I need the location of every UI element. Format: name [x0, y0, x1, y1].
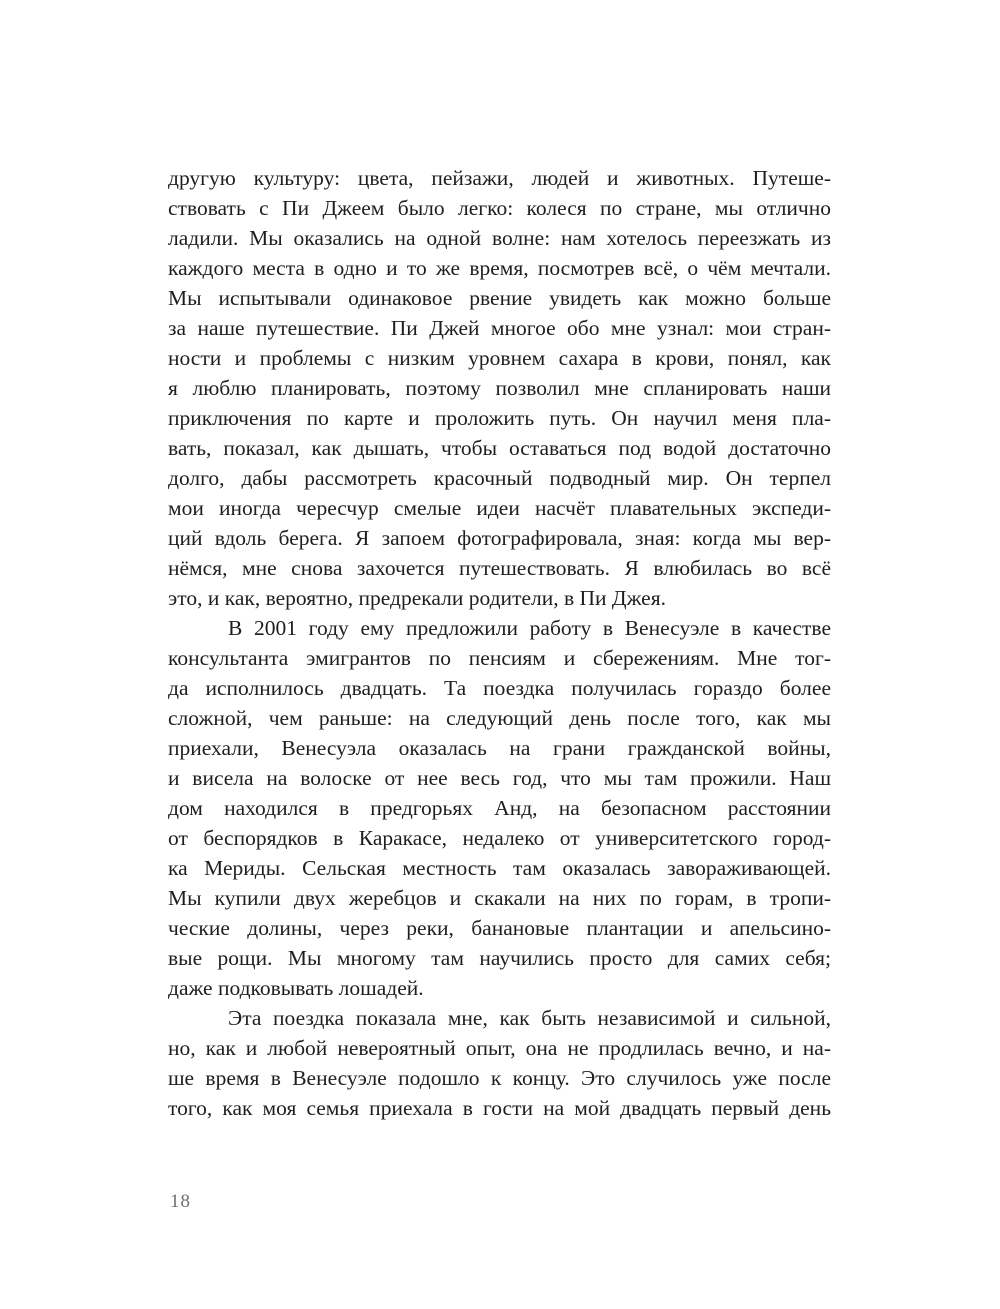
text-line: долго, дабы рассмотреть красочный подводный мир. Он терпел — [168, 466, 831, 490]
text-line: ций вдоль берега. Я запоем фотографировала, зная: когда мы вер- — [168, 526, 831, 550]
text-line: ствовать с Пи Джеем было легко: колеся по стране, мы отлично — [168, 196, 831, 220]
page-text-block — [168, 163, 831, 1123]
text-line: каждого места в одно и то же время, посмотрев всё, о чём мечтали. — [168, 256, 831, 280]
text-line: мои иногда чересчур смелые идеи насчёт плавательных экспеди- — [168, 496, 831, 520]
text-line: ка Мериды. Сельская местность там оказалась завораживающей. — [168, 856, 831, 880]
text-line: сложной, чем раньше: на следующий день после того, как мы — [168, 706, 831, 730]
text-line: Мы купили двух жеребцов и скакали на них по горам, в тропи- — [168, 886, 831, 910]
text-line: приключения по карте и проложить путь. Он научил меня пла- — [168, 406, 831, 430]
text-line: В 2001 году ему предложили работу в Венесуэле в качестве — [228, 616, 831, 640]
text-line: и висела на волоске от нее весь год, что мы там прожили. Наш — [168, 766, 831, 790]
text-line: да исполнилось двадцать. Та поездка получилась гораздо более — [168, 676, 831, 700]
text-line: это, и как, вероятно, предрекали родители, в Пи Джея. — [168, 586, 666, 610]
text-line: ладили. Мы оказались на одной волне: нам хотелось переезжать из — [168, 226, 831, 250]
text-line: нёмся, мне снова захочется путешествовать. Я влюбилась во всё — [168, 556, 831, 580]
text-line: даже подковывать лошадей. — [168, 976, 424, 1000]
text-line: Мы испытывали одинаковое рвение увидеть как можно больше — [168, 286, 831, 310]
text-line: от беспорядков в Каракасе, недалеко от университетского город- — [168, 826, 831, 850]
page-footer — [170, 1190, 191, 1214]
text-line: ческие долины, через реки, банановые плантации и апельсино- — [168, 916, 831, 940]
text-line: консультанта эмигрантов по пенсиям и сбережениям. Мне тог- — [168, 646, 831, 670]
text-line: дом находился в предгорьях Анд, на безопасном расстоянии — [168, 796, 831, 820]
text-line: приехали, Венесуэла оказалась на грани гражданской войны, — [168, 736, 831, 760]
text-line: за наше путешествие. Пи Джей многое обо мне узнал: мои стран- — [168, 316, 831, 340]
text-line: ности и проблемы с низким уровнем сахара в крови, понял, как — [168, 346, 831, 370]
text-line: ше время в Венесуэле подошло к концу. Это случилось уже после — [168, 1066, 831, 1090]
text-line: того, как моя семья приехала в гости на мой двадцать первый день — [168, 1096, 831, 1120]
text-line: я люблю планировать, поэтому позволил мне спланировать наши — [168, 376, 831, 400]
page-number: 18 — [170, 1191, 191, 1212]
text-line: Эта поездка показала мне, как быть независимой и сильной, — [228, 1006, 831, 1030]
text-line: но, как и любой невероятный опыт, она не продлилась вечно, и на- — [168, 1036, 831, 1060]
text-line: другую культуру: цвета, пейзажи, людей и животных. Путеше- — [168, 166, 831, 190]
text-line: вые рощи. Мы многому там научились просто для самих себя; — [168, 946, 831, 970]
text-line: вать, показал, как дышать, чтобы оставаться под водой достаточно — [168, 436, 831, 460]
